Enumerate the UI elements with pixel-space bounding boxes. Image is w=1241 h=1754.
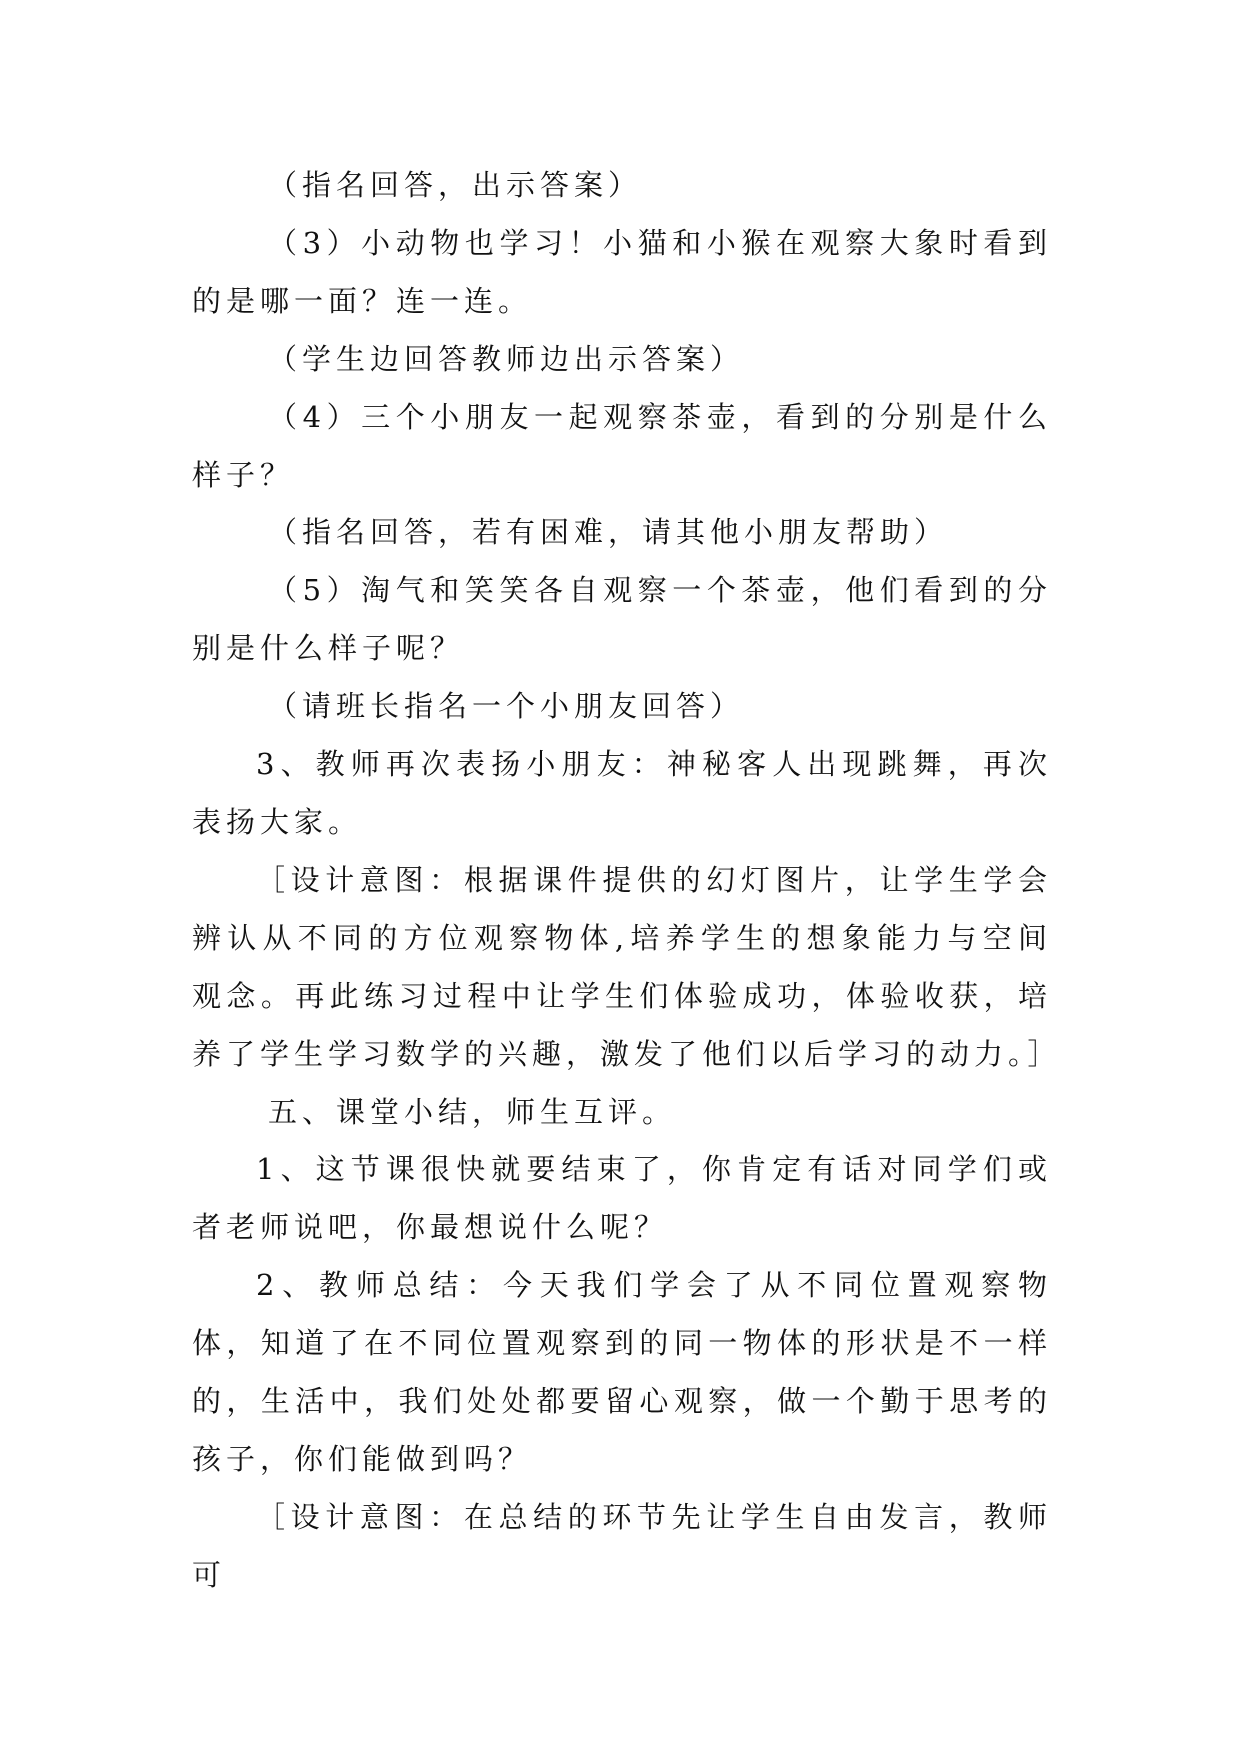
- paragraph-question-4: （4）三个小朋友一起观察茶壶，看到的分别是什么样子？: [192, 399, 1052, 492]
- paragraph-answer-note-3: （指名回答，若有困难，请其他小朋友帮助）: [268, 515, 949, 550]
- paragraph-design-intent-2: ［设计意图：在总结的环节先让学生自由发言，教师可: [192, 1499, 1052, 1592]
- section-heading-summary: 五、课堂小结，师生互评。: [268, 1094, 677, 1129]
- document-body: [192, 157, 1062, 1605]
- paragraph-question-3: （3）小动物也学习！小猫和小猴在观察大象时看到的是哪一面？连一连。: [192, 225, 1052, 318]
- paragraph-summary-2: 2、教师总结：今天我们学会了从不同位置观察物体，知道了在不同位置观察到的同一物体的形状是不一样的，生活中，我们处处都要留心观察，做一个勤于思考的孩子，你们能做到吗？: [192, 1268, 1052, 1476]
- paragraph-answer-note-1: （指名回答，出示答案）: [268, 168, 643, 202]
- paragraph-teacher-praise: 3、教师再次表扬小朋友：神秘客人出现跳舞，再次表扬大家。: [192, 747, 1052, 839]
- paragraph-answer-note-4: （请班长指名一个小朋友回答）: [268, 689, 745, 724]
- paragraph-question-5: （5）淘气和笑笑各自观察一个茶壶，他们看到的分别是什么样子呢？: [192, 573, 1052, 666]
- paragraph-design-intent-1: ［设计意图：根据课件提供的幻灯图片，让学生学会辨认从不同的方位观察物体,培养学生的想象能力与空间观念。再此练习过程中让学生们体验成功，体验收获，培养了学生学习数学的兴趣，激发了他们以后学习的动力。］: [192, 862, 1062, 1071]
- paragraph-summary-1: 1、这节课很快就要结束了，你肯定有话对同学们或者老师说吧，你最想说什么呢？: [192, 1152, 1052, 1245]
- paragraph-answer-note-2: （学生边回答教师边出示答案）: [268, 341, 745, 376]
